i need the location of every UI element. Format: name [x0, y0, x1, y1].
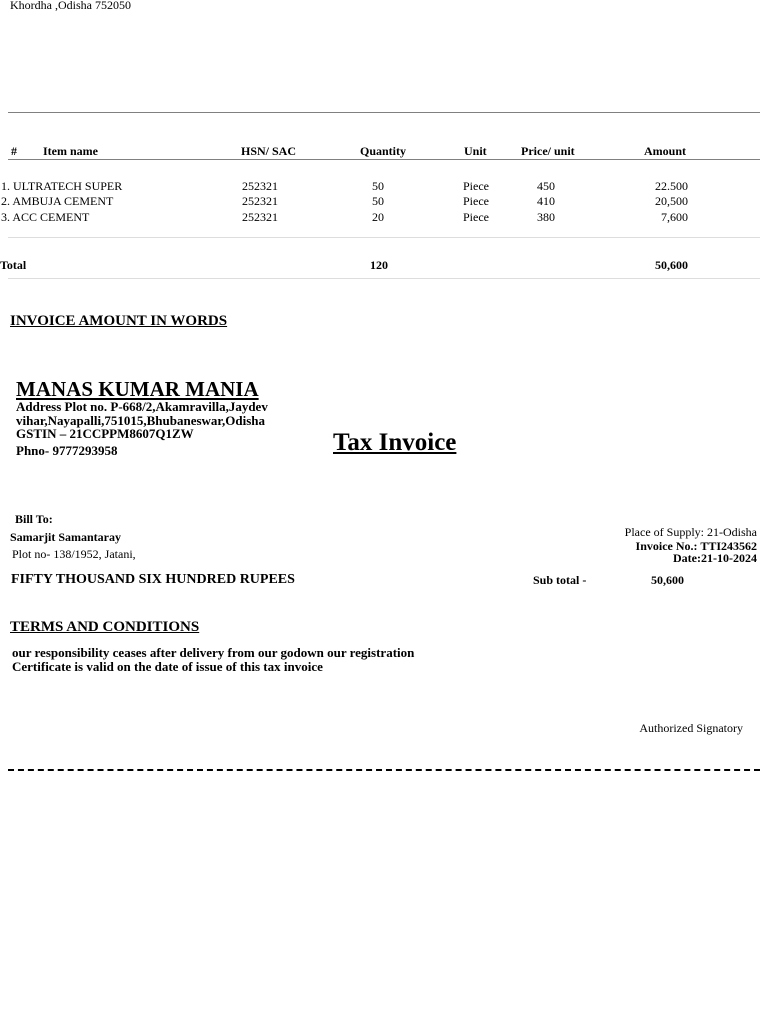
invoice-date: Date:21-10-2024: [673, 551, 757, 565]
terms-line2: Certificate is valid on the date of issue of this tax invoice: [12, 659, 323, 674]
cell-qty: 20: [372, 210, 384, 224]
subtotal-label: Sub total -: [533, 573, 587, 587]
seller-address-line2: vihar,Nayapalli,751015,Bhubaneswar,Odisha: [16, 413, 265, 428]
cell-item: 2. AMBUJA CEMENT: [1, 194, 114, 208]
col-header-item: Item name: [43, 144, 98, 158]
total-label: Total: [0, 258, 27, 272]
cell-item: 3. ACC CEMENT: [1, 210, 90, 224]
place-of-supply: Place of Supply: 21-Odisha: [624, 525, 757, 539]
top-address: Khordha ,Odisha 752050: [10, 0, 131, 12]
cell-amount: 20,500: [655, 194, 688, 208]
col-header-unit: Unit: [464, 144, 487, 158]
seller-address-line1: Address Plot no. P-668/2,Akamravilla,Jaydev: [16, 399, 268, 414]
cell-unit: Piece: [463, 179, 489, 193]
divider: [8, 112, 760, 113]
divider: [8, 769, 760, 771]
cell-amount: 7,600: [661, 210, 688, 224]
col-header-num: #: [11, 144, 17, 158]
cell-price: 410: [537, 194, 555, 208]
col-header-qty: Quantity: [360, 144, 407, 158]
cell-hsn: 252321: [242, 210, 278, 224]
total-amount: 50,600: [655, 258, 688, 272]
total-qty: 120: [370, 258, 388, 272]
col-header-amount: Amount: [644, 144, 687, 158]
bill-to-name: Samarjit Samantaray: [10, 530, 121, 544]
cell-unit: Piece: [463, 210, 489, 224]
bill-to-label: Bill To:: [15, 512, 53, 526]
document-title: Tax Invoice: [333, 429, 457, 456]
cell-hsn: 252321: [242, 179, 278, 193]
cell-price: 380: [537, 210, 555, 224]
authorized-signatory: Authorized Signatory: [639, 721, 743, 735]
terms-heading: TERMS AND CONDITIONS: [10, 619, 200, 635]
amount-in-words: FIFTY THOUSAND SIX HUNDRED RUPEES: [11, 572, 295, 587]
divider: [8, 278, 760, 279]
col-header-price: Price/ unit: [521, 144, 575, 158]
cell-unit: Piece: [463, 194, 489, 208]
cell-price: 450: [537, 179, 555, 193]
seller-gstin: GSTIN – 21CCPPM8607Q1ZW: [16, 426, 194, 441]
seller-phone: Phno- 9777293958: [16, 443, 118, 458]
amount-words-heading: INVOICE AMOUNT IN WORDS: [10, 313, 228, 329]
cell-qty: 50: [372, 179, 384, 193]
col-header-hsn: HSN/ SAC: [241, 144, 297, 158]
bill-to-address: Plot no- 138/1952, Jatani,: [12, 547, 136, 561]
terms-line1: our responsibility ceases after delivery from our godown our registration: [12, 645, 415, 660]
invoice-number: Invoice No.: TTI243562: [635, 539, 757, 553]
cell-amount: 22.500: [655, 179, 688, 193]
cell-qty: 50: [372, 194, 384, 208]
cell-hsn: 252321: [242, 194, 278, 208]
divider: [8, 237, 760, 238]
subtotal-value: 50,600: [651, 573, 684, 587]
seller-name: MANAS KUMAR MANIA: [16, 377, 259, 401]
divider: [8, 159, 760, 160]
cell-item: 1. ULTRATECH SUPER: [1, 179, 123, 193]
